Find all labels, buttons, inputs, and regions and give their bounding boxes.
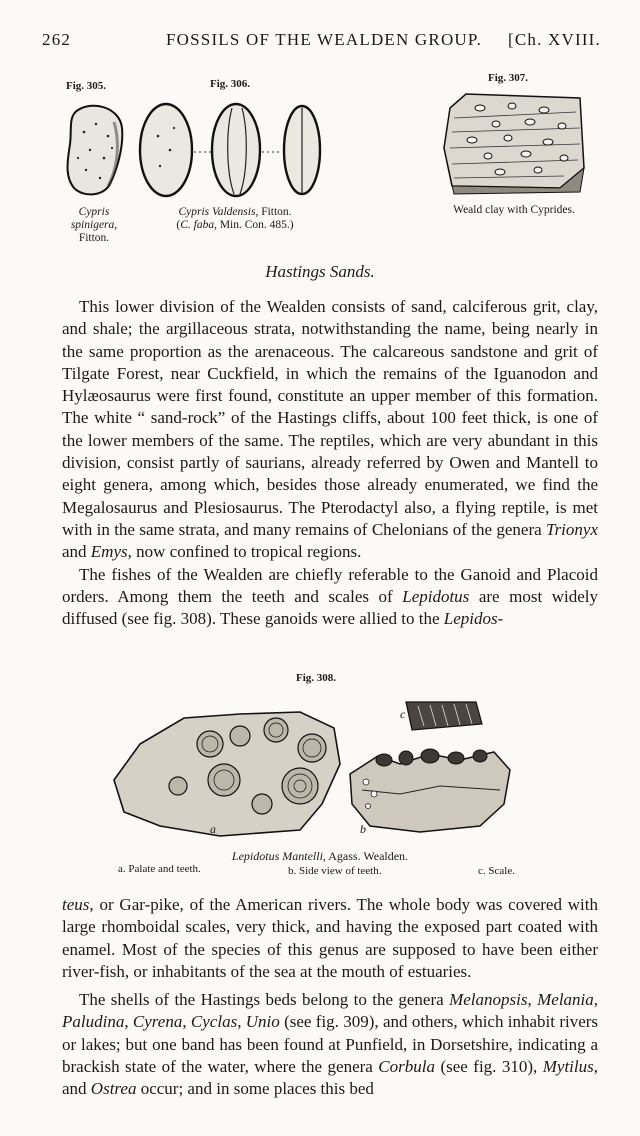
fig-306-label: Fig. 306. [210, 78, 251, 90]
paragraph-2-text: The fishes of the Wealden are chiefly referable to the Ganoid and Placoid orders. Among them the teeth and scales of [62, 564, 598, 606]
paragraph-4-text-h: (see fig. 310), [434, 1057, 543, 1077]
genus-corbula: Corbula [378, 1057, 435, 1077]
running-title: FOSSILS OF THE WEALDEN GROUP. [166, 30, 483, 49]
fig-305-label: Fig. 305. [66, 80, 107, 92]
fig-306-caption-species: Cypris Valdensis [178, 206, 256, 218]
fig-306-caption [150, 206, 320, 232]
genus-lepidosteus-end: teus [62, 895, 90, 914]
sep: , [124, 1012, 133, 1032]
fig-305-caption-line2: spinigera, [70, 219, 118, 231]
genus-melania: Melania [537, 990, 594, 1010]
genus-ostrea: Ostrea [90, 1079, 137, 1099]
section-title: Hastings Sands. [265, 262, 375, 281]
text-block-lower [62, 894, 598, 1101]
fig-305-illustration [64, 102, 128, 200]
fig-308-label: Fig. 308. [296, 672, 337, 684]
fig-306-caption-ref: , Min. Con. 485.) [214, 219, 294, 231]
fig-308-letter-a: a [210, 822, 216, 836]
fig-306-caption-synonym: C. faba [180, 219, 215, 231]
page-number: 262 [42, 30, 72, 49]
genus-trionyx: Trionyx [546, 519, 598, 539]
fig-308-caption-species: Lepidotus Mantelli [231, 849, 323, 863]
fig-308-letter-c: c [400, 707, 406, 721]
fig-308-caption [150, 850, 490, 863]
paragraph-2-mid: are most widely diffused (see fig. 308). These ganoids were allied to the [62, 586, 599, 629]
paragraph-4-text-i: , and [62, 1057, 598, 1099]
genus-emys: Emys [90, 542, 128, 562]
paragraph-2 [62, 564, 598, 631]
fig-305-caption-line1: Cypris [78, 206, 110, 218]
sep: , [182, 1012, 191, 1032]
genus-unio: Unio [245, 1012, 280, 1032]
paragraph-1 [62, 296, 598, 564]
fig-306-illustration [136, 100, 336, 204]
paragraph-4-text-g: (see fig. 309), and others, which inhabit rivers or lakes; but one band has been found at Punfield, in Dorsetshire, indicating a brackish state of the water, where the genera [62, 1012, 599, 1077]
fig-305-caption [52, 206, 136, 245]
sep: , [237, 1012, 246, 1032]
genus-paludina: Paludina [62, 1012, 125, 1032]
chapter-label: [Ch. XVIII. [508, 30, 601, 49]
fig-308-sub-a: a. Palate and teeth. [118, 863, 201, 875]
fig-308-letter-b: b [360, 822, 366, 836]
fig-308-illustration [100, 694, 520, 844]
paragraph-1-end: , now confined to tropical regions. [127, 542, 362, 562]
paragraph-4-text-j: occur; and in some places this bed [136, 1079, 374, 1099]
fig-306-caption-open: ( [176, 219, 181, 231]
fig-308-sub-b: b. Side view of teeth. [288, 865, 382, 877]
fig-307-label: Fig. 307. [488, 72, 529, 84]
paragraph-1-mid: and [62, 542, 91, 562]
fig-308-sub-c: c. Scale. [478, 865, 515, 877]
genus-mytilus: Mytilus [542, 1057, 594, 1077]
fig-308-caption-rest: , Agass. Wealden. [322, 849, 409, 863]
paragraph-4-text-a: The shells of the Hastings beds belong to the genera [79, 990, 450, 1010]
text-block-upper [62, 296, 598, 630]
genus-melanopsis: Melanopsis [449, 990, 528, 1010]
genus-lepidotus: Lepidotus [402, 586, 470, 606]
paragraph-3 [62, 894, 598, 983]
genus-cyclas: Cyclas [190, 1012, 238, 1032]
fig-307-caption: Weald clay with Cyprides. [453, 204, 575, 216]
genus-cyrena: Cyrena [132, 1012, 183, 1032]
paragraph-3-text: , or Gar-pike, of the American rivers. The whole body was covered with large rhomboidal scales, very thick, and having the exposed part coated with enamel. Most of the species of this genus are supposed to have been either river-fish, or inhabitants of the sea at the mouth of estuaries. [62, 895, 598, 981]
genus-lepidosteus-start: Lepidos- [443, 609, 504, 629]
fig-307-illustration [440, 88, 588, 196]
paragraph-1-text: This lower division of the Wealden consists of sand, calciferous grit, clay, and shale; the argillaceous strata, notwithstanding the name, being nearly in the same proportion as the arenaceous. The calcareous sandstone and grit of Tilgate Forest, near Cuckfield, in which the remains of the Iguanodon and Hylæosaurus were first found, constitute an upper member of this formation. The white “ sand-rock” of the Hastings cliffs, about 100 feet thick, is one of the lower members of the same. The reptiles, which are very abundant in this division, consist partly of saurians, already referred by Owen and Mantell to eight genera, among which, besides those already enumerated, we find the Megalosaurus and Plesiosaurus. The Pterodactyl also, a flying reptile, is met with in the same strata, and many remains of Chelonians of the genera [62, 297, 598, 539]
fig-306-caption-author: , Fitton. [255, 206, 292, 218]
sep: , [527, 990, 538, 1010]
paragraph-4 [62, 989, 598, 1100]
sep: , [593, 990, 599, 1010]
fig-305-caption-line3: Fitton. [78, 232, 110, 244]
